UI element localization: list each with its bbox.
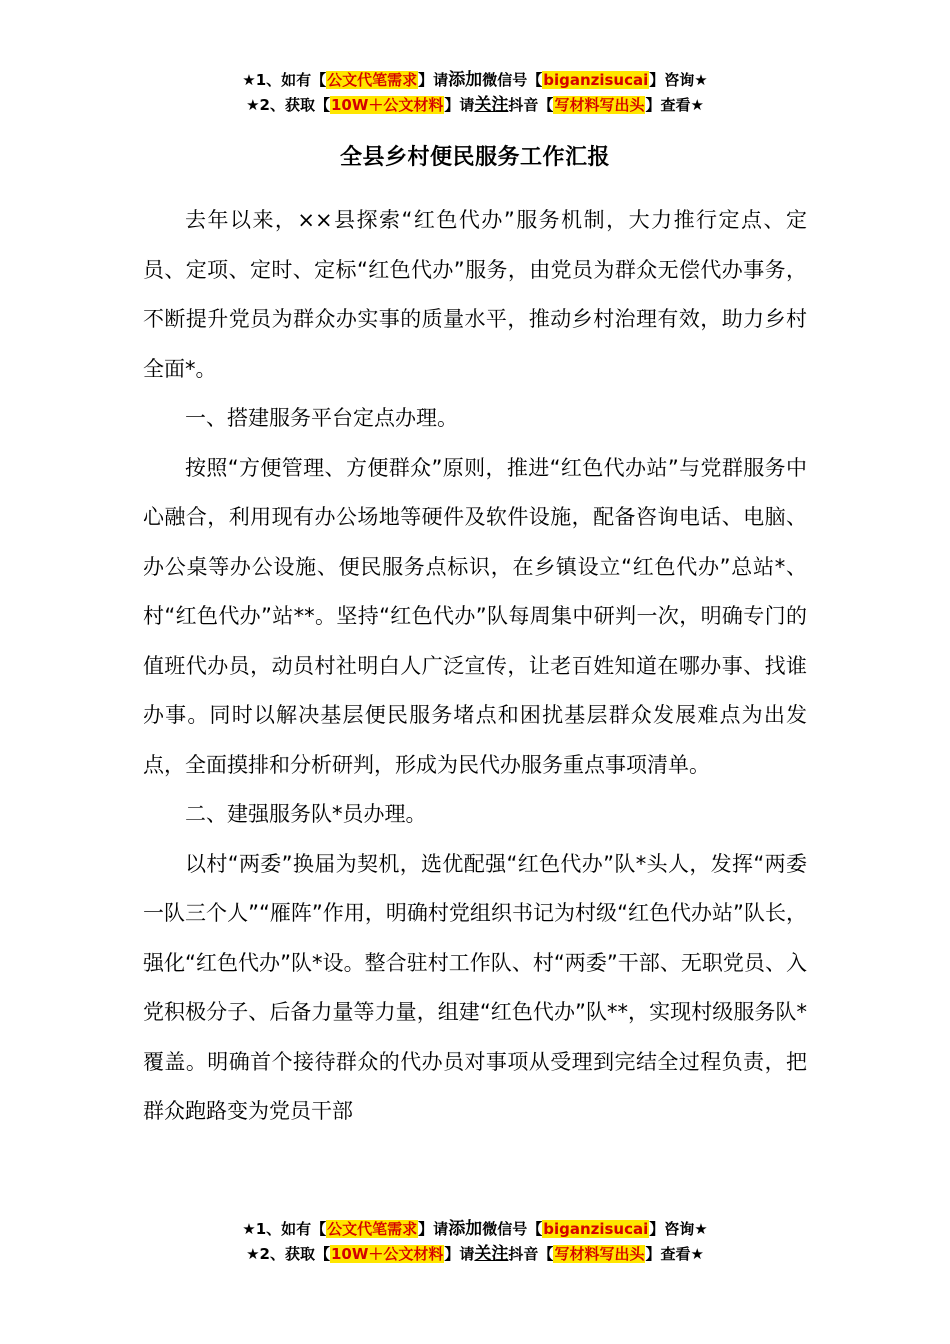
banner-wechat-id: biganzisucai	[543, 1220, 649, 1238]
document-title: 全县乡村便民服务工作汇报	[339, 145, 610, 170]
banner-line-1	[0, 68, 950, 93]
banner-wechat-id: biganzisucai	[543, 71, 649, 89]
paragraph: 按照“方便管理、方便群众”原则，推进“红色代办站”与党群服务中心融合，利用现有办公场地等硬件及软件设施，配备咨询电话、电脑、办公桌等办公设施、便民服务点标识，在乡镇设立“红色代办”总站*、村“红色代办”站**。坚持“红色代办”队每周集中研判一次，明确专门的值班代办员，动员村社明白人广泛宣传，让老百姓知道在哪办事、找谁办事。同时以解决基层便民服务堵点和困扰基层群众发展难点为出发点，全面摸排和分析研判，形成为民代办服务重点事项清单。	[143, 455, 807, 777]
banner-douyin-account: 写材料写出头	[554, 1245, 645, 1263]
banner-highlight: 公文代笔需求	[327, 1220, 418, 1238]
banner-text: ★2、获取【	[246, 1245, 330, 1263]
banner-text: 抖音【	[508, 1245, 554, 1263]
banner-highlight: 公文代笔需求	[327, 71, 418, 89]
banner-text: 微信号【	[482, 71, 543, 89]
banner-emphasis: 添加	[448, 1219, 483, 1239]
banner-text: ★2、获取【	[246, 96, 330, 114]
banner-emphasis: 添加	[448, 70, 483, 90]
header-banner	[0, 68, 950, 118]
banner-highlight: 10W＋公文材料	[330, 1245, 444, 1263]
banner-line-2	[0, 1242, 950, 1267]
banner-text: 】查看★	[645, 1245, 704, 1263]
banner-line-1	[0, 1217, 950, 1242]
banner-text: 】请	[418, 1220, 449, 1238]
banner-text: 】请	[444, 1245, 475, 1263]
banner-text: ★1、如有【	[242, 1220, 327, 1238]
banner-emphasis: 关注	[474, 1244, 509, 1264]
section-heading: 二、建强服务队*员办理。	[185, 802, 427, 826]
banner-text: 】咨询★	[649, 71, 708, 89]
banner-text: 微信号【	[482, 1220, 543, 1238]
paragraph: 以村“两委”换届为契机，选优配强“红色代办”队*头人，发挥“两委一队三个人”“雁阵”作用，明确村党组织书记为村级“红色代办站”队长，强化“红色代办”队*设。整合驻村工作队、村“两委”干部、无职党员、入党积极分子、后备力量等力量，组建“红色代办”队**，实现村级服务队*覆盖。明确首个接待群众的代办员对事项从受理到完结全过程负责，把群众跑路变为党员干部	[143, 851, 807, 1123]
section-heading: 一、搭建服务平台定点办理。	[185, 406, 458, 430]
banner-text: 】请	[444, 96, 475, 114]
document-body	[143, 196, 807, 1137]
banner-line-2	[0, 93, 950, 118]
banner-emphasis: 关注	[474, 95, 509, 115]
banner-text: 】查看★	[645, 96, 704, 114]
banner-text: 】咨询★	[649, 1220, 708, 1238]
banner-douyin-account: 写材料写出头	[554, 96, 645, 114]
banner-highlight: 10W＋公文材料	[330, 96, 444, 114]
banner-text: 抖音【	[508, 96, 554, 114]
footer-banner	[0, 1217, 950, 1267]
banner-text: 】请	[418, 71, 449, 89]
banner-text: ★1、如有【	[242, 71, 327, 89]
paragraph: 去年以来，××县探索“红色代办”服务机制，大力推行定点、定员、定项、定时、定标“红色代办”服务，由党员为群众无偿代办事务，不断提升党员为群众办实事的质量水平，推动乡村治理有效，助力乡村全面*。	[143, 208, 807, 381]
